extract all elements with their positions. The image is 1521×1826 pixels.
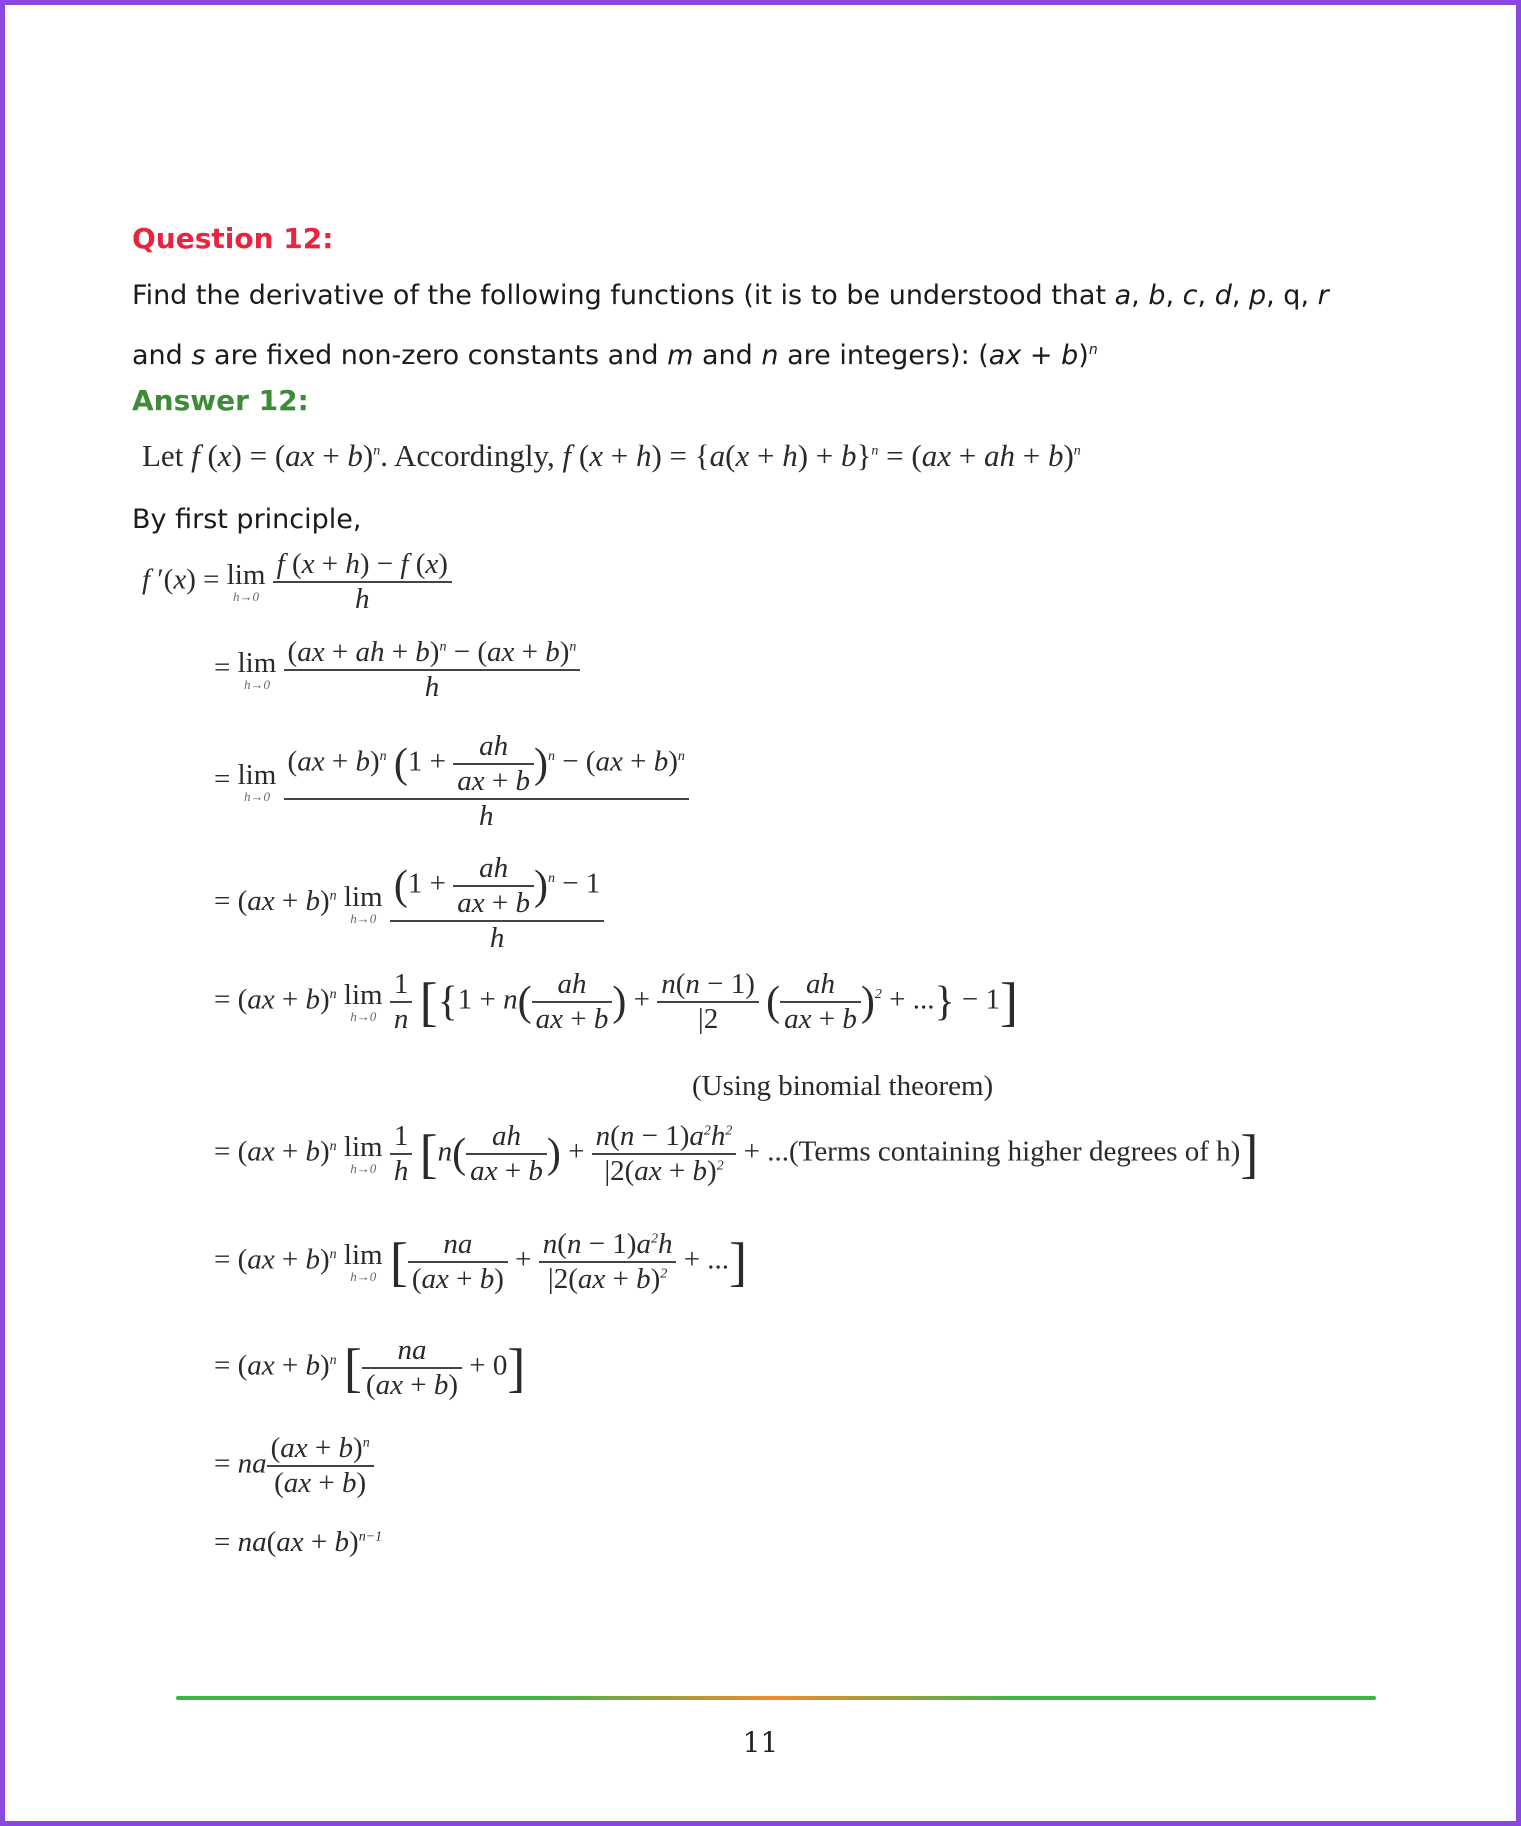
derivation-step-7: = (ax + b)$^n$ lim h→0 [ $\frac{na}{(ax + b)}$ + $\frac{n(n - 1)a^2h}{|2(ax + b)^2}$ + ...]	[214, 1228, 748, 1295]
derivation-step-4: = (ax + b)$^n$ lim h→0 (1 + $\frac{ah}{ax + b}$ )$^n$ − 1 h	[214, 852, 604, 955]
derivation-step-2: = lim h→0 $\frac{(ax + ah + b)^n - (ax + b)^n}{h}$	[214, 636, 580, 704]
derivation-step-3: = lim h→0 (ax + b)$^n$ (1 + $\frac{ah}{ax + b}$ )$^n$ − (ax + b)$^n$ h	[214, 730, 689, 833]
derivation-step-10: = na(ax + b)$^{n-1}$	[214, 1526, 383, 1558]
derivation-step-8: = (ax + b)$^n$ [ $\frac{na}{(ax + b)}$ + 0]	[214, 1334, 526, 1401]
derivation-step-9: = na $\frac{(ax + b)^n}{(ax + b)}$	[214, 1432, 374, 1500]
question-title: Question 12:	[132, 222, 334, 255]
definition-line: Let f (x) = (ax + b)$^n$. Accordingly, f $(x + h) = \{a(x + h) + b\}^n = (ax$ + ah + b)$^n$	[142, 438, 1081, 473]
page-number: 11	[742, 1726, 779, 1759]
question-text: Find the derivative of the following functions (it is to be understood that a, b, c, d, p, q, r and s are fixed non-zero constants and m and n are integers): (ax + b)$^n$	[132, 280, 1329, 371]
derivation-step-5: = (ax + b)$^n$ lim h→0 $\frac{1}{n}$ [{1 + n( $\frac{ah}{ax + b}$ ) + $\frac{n(n - 1)}{|2}$ ( $\frac{ah}{ax + b}$ )$^2$ + ...} − 1]	[214, 968, 1018, 1035]
first-principle-label: By first principle,	[132, 504, 362, 535]
binomial-theorem-note: (Using binomial theorem)	[692, 1070, 994, 1102]
derivation-step-1: f ′(x) = lim h→0 $\frac{f (x + h) - f (x)}{h}$	[142, 548, 452, 616]
footer-divider	[176, 1693, 1376, 1703]
derivation-step-6: = (ax + b)$^n$ lim h→0 $\frac{1}{h}$ [n( $\frac{ah}{ax + b}$ ) + $\frac{n(n - 1)a^2h^2}{|2(ax + b)^2}$ + ...(Terms containing higher degrees of h)]	[214, 1120, 1259, 1187]
answer-title: Answer 12:	[132, 384, 309, 417]
